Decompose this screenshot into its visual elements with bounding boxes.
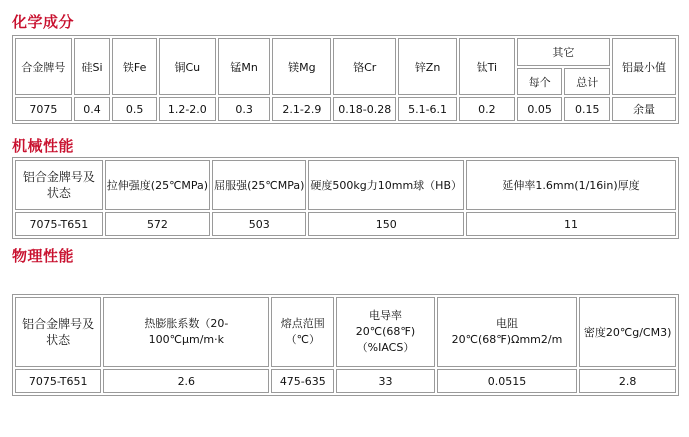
cell-resistance: 0.0515	[437, 369, 578, 393]
header-conductivity: 电导率20℃(68℉)（%IACS）	[336, 297, 434, 367]
header-si: 硅Si	[74, 38, 111, 95]
cell-al: 余量	[612, 97, 676, 121]
header-cu: 铜Cu	[159, 38, 216, 95]
physical-section-title: 物理性能	[12, 247, 75, 265]
table-row	[15, 97, 676, 121]
mechanical-table	[12, 157, 679, 239]
header-other-total: 总计	[564, 68, 610, 95]
cell-tensile: 572	[105, 212, 210, 236]
header-melting-range: 熔点范围（℃）	[271, 297, 334, 367]
cell-grade: 7075-T651	[15, 369, 101, 393]
header-alloy-grade-temper: 铝合金牌号及状态	[15, 297, 101, 367]
cell-yield: 503	[212, 212, 306, 236]
cell-conductivity: 33	[336, 369, 434, 393]
header-ti: 钛Ti	[459, 38, 515, 95]
cell-fe: 0.5	[112, 97, 157, 121]
cell-elongation: 11	[466, 212, 676, 236]
header-alloy-grade-temper: 铝合金牌号及状态	[15, 160, 103, 210]
header-resistance: 电阻20℃(68℉)Ωmm2/m	[437, 297, 578, 367]
cell-grade: 7075-T651	[15, 212, 103, 236]
cell-grade: 7075	[15, 97, 72, 121]
header-cr: 铬Cr	[333, 38, 396, 95]
cell-ti: 0.2	[459, 97, 515, 121]
table-row	[15, 212, 676, 236]
physical-table	[12, 294, 679, 396]
header-mn: 锰Mn	[218, 38, 271, 95]
header-other-each: 每个	[517, 68, 563, 95]
header-al-min: 铝最小值	[612, 38, 676, 95]
header-yield-strength: 屈服强(25℃MPa)	[212, 160, 306, 210]
header-elongation: 延伸率1.6mm(1/16in)厚度	[466, 160, 676, 210]
cell-mn: 0.3	[218, 97, 271, 121]
cell-hardness: 150	[308, 212, 464, 236]
cell-zn: 5.1-6.1	[398, 97, 457, 121]
cell-mg: 2.1-2.9	[272, 97, 331, 121]
cell-density: 2.8	[579, 369, 676, 393]
chemical-table	[12, 35, 679, 124]
header-other: 其它	[517, 38, 610, 66]
cell-expansion: 2.6	[103, 369, 269, 393]
header-alloy-grade: 合金牌号	[15, 38, 72, 95]
cell-other-each: 0.05	[517, 97, 563, 121]
cell-si: 0.4	[74, 97, 111, 121]
header-hardness: 硬度500kg力10mm球（HB）	[308, 160, 464, 210]
table-row	[15, 369, 676, 393]
header-mg: 镁Mg	[272, 38, 331, 95]
cell-melting: 475-635	[271, 369, 334, 393]
chemical-section-title: 化学成分	[12, 13, 75, 31]
header-tensile-strength: 拉伸强度(25℃MPa)	[105, 160, 210, 210]
cell-cr: 0.18-0.28	[333, 97, 396, 121]
header-thermal-expansion: 热膨胀系数（20-100℃μm/m·k	[103, 297, 269, 367]
header-zn: 锌Zn	[398, 38, 457, 95]
header-fe: 铁Fe	[112, 38, 157, 95]
cell-other-total: 0.15	[564, 97, 610, 121]
header-density: 密度20℃g/CM3)	[579, 297, 676, 367]
mechanical-section-title: 机械性能	[12, 137, 75, 155]
cell-cu: 1.2-2.0	[159, 97, 216, 121]
